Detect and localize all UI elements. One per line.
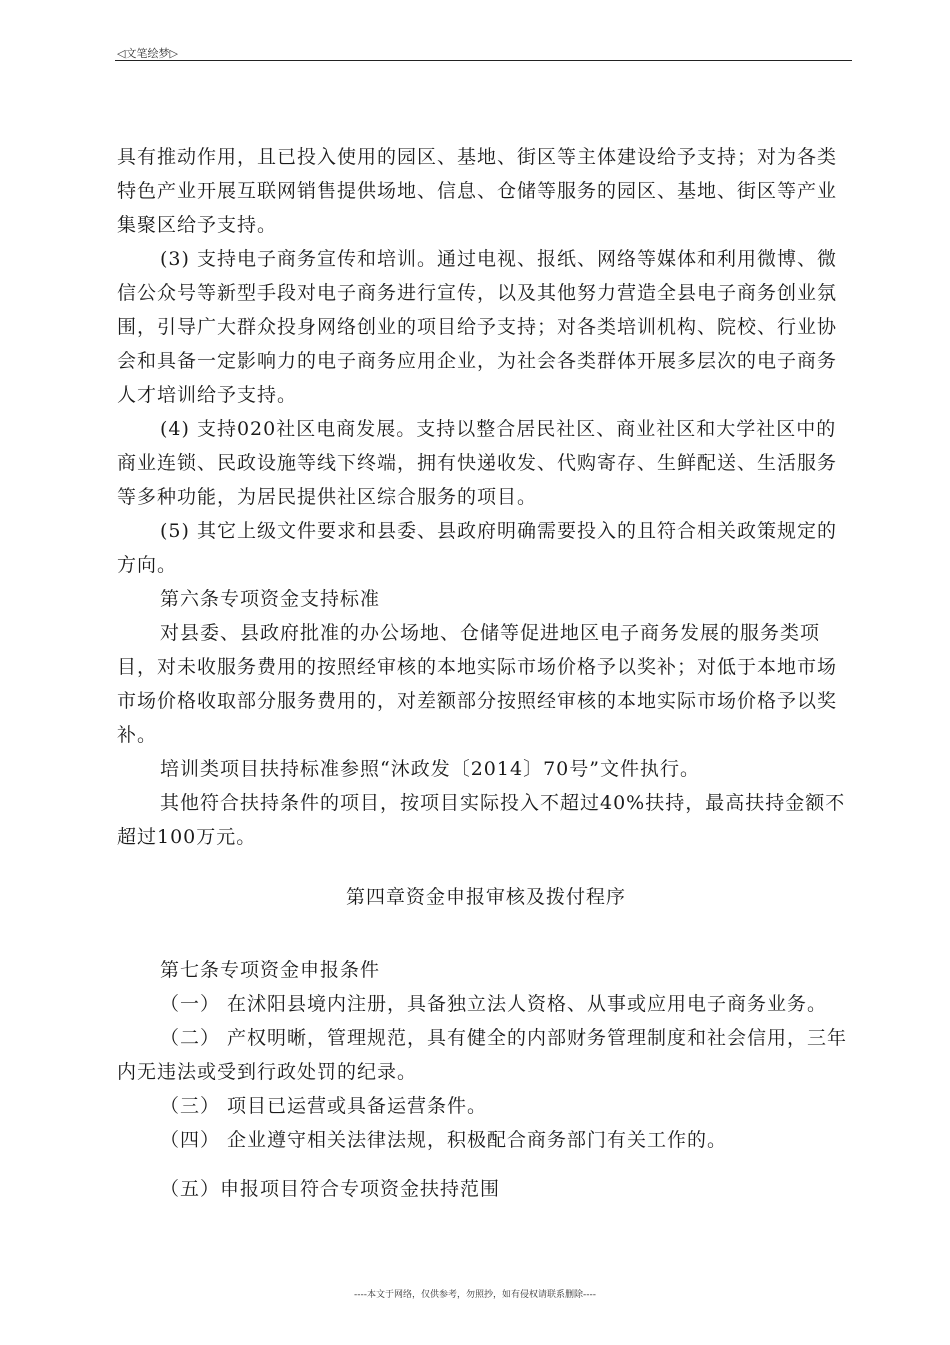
paragraph-service-subsidy: 对县委、县政府批准的办公场地、仓储等促进地区电子商务发展的服务类项目，对未收服务费用的按照经审核的本地实际市场价格予以奖补；对低于本地市场市场价格收取部分服务费用的，对差额部分按照经审核的本地实际市场价格予以奖补。	[117, 622, 838, 746]
condition-2: （二） 产权明晰，管理规范，具有健全的内部财务管理制度和社会信用，三年内无违法或受到行政处罚的纪录。	[117, 1027, 848, 1083]
condition-4: （四） 企业遵守相关法律法规，积极配合商务部门有关工作的。	[160, 1129, 728, 1151]
chapter-heading-block	[117, 880, 855, 914]
chapter-heading: 第四章资金申报审核及拨付程序	[345, 886, 626, 908]
condition-1: （一） 在沭阳县境内注册，具备独立法人资格、从事或应用电子商务业务。	[160, 993, 828, 1015]
footer-note: ----本文于网络，仅供参考，勿照抄，如有侵权请联系删除----	[354, 1290, 596, 1300]
condition-5-block	[117, 1172, 855, 1206]
condition-5: （五）申报项目符合专项资金扶持范围	[160, 1178, 501, 1200]
header-rule	[115, 60, 852, 61]
article-7-title: 第七条专项资金申报条件	[160, 959, 381, 981]
article-6-title: 第六条专项资金支持标准	[160, 588, 381, 610]
paragraph-support-parks: 具有推动作用，且已投入使用的园区、基地、街区等主体建设给予支持；对为各类特色产业开展互联网销售提供场地、信息、仓储等服务的园区、基地、街区等产业集聚区给予支持。	[117, 146, 838, 236]
paragraph-other-projects: 其他符合扶持条件的项目，按项目实际投入不超过40%扶持，最高扶持金额不超过100万元。	[117, 792, 846, 848]
paragraph-promotion-training: (3) 支持电子商务宣传和培训。通过电视、报纸、网络等媒体和利用微博、微信公众号等新型手段对电子商务进行宣传，以及其他努力营造全县电子商务创业氛围，引导广大群众投身网络创业的项目给予支持；对各类培训机构、院校、行业协会和具备一定影响力的电子商务应用企业，为社会各类群体开展多层次的电子商务人才培训给予支持。	[117, 248, 838, 406]
paragraph-other-directions: (5) 其它上级文件要求和县委、县政府明确需要投入的且符合相关政策规定的方向。	[117, 520, 837, 576]
condition-3: （三） 项目已运营或具备运营条件。	[160, 1095, 488, 1117]
document-body-section-2	[117, 953, 855, 1157]
paragraph-training-standard: 培训类项目扶持标准参照“沐政发〔2014〕70号”文件执行。	[160, 758, 700, 780]
paragraph-o2o-community: (4) 支持020社区电商发展。支持以整合居民社区、商业社区和大学社区中的商业连锁、民政设施等线下终端，拥有快递收发、代购寄存、生鲜配送、生活服务等多种功能，为居民提供社区综合服务的项目。	[117, 418, 838, 508]
document-body-section-1	[117, 140, 855, 854]
header-mark: ◁文笔绘梦▷	[117, 47, 178, 60]
